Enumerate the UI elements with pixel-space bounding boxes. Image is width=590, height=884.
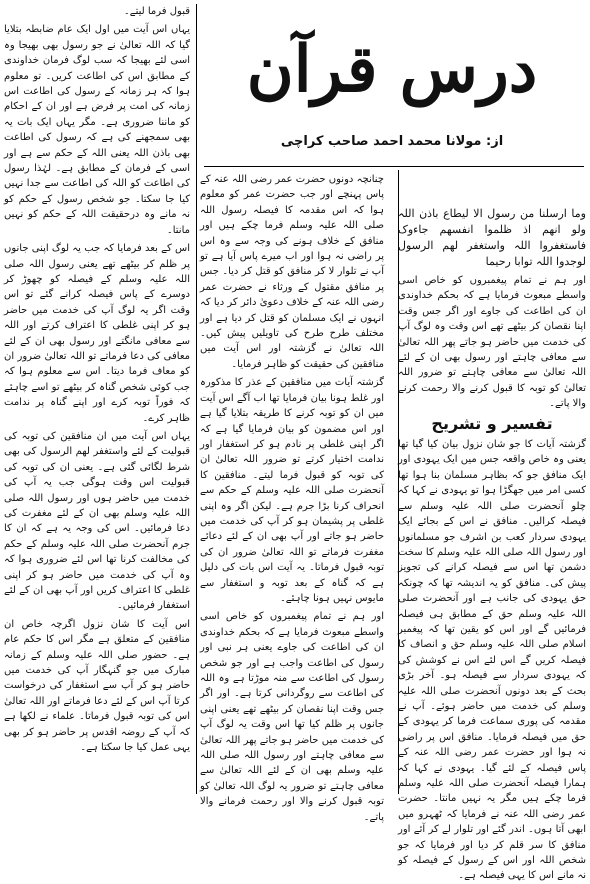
right-column bbox=[398, 206, 586, 882]
body-paragraph: یہاں اس آیت میں اول ایک عام ضابطہ بتلایا گیا کہ اللہ تعالیٰ نے جو رسول بھی بھیجا وہ اسی لئے بھیجا کہ سب لوگ فرمان خداوندی کے مطابق اس کی اطاعت کریں۔ تو معلوم ہوا کہ ہر زمانہ کے رسول کی اطاعت اس زمانہ کی امت پر فرض ہے اور ان کے احکام کو ماننا ضروری ہے۔ مگر یہاں ایک بات یہ بھی سمجھنے کی ہے کہ رسول کی اطاعت بھی باذن اللہ یعنی اللہ کے حکم سے ہے اور اسی کے فرمان کے مطابق ہے۔ لہٰذا رسول کی اطاعت کو اللہ کی اطاعت سے جدا نہیں کیا جا سکتا۔ جو شخص رسول کے حکم کو نہ مانے وہ درحقیقت اللہ کے حکم کو نہیں مانتا۔ bbox=[4, 24, 190, 236]
body-paragraph: اس آیت کا شان نزول اگرچہ خاص ان منافقین کے متعلق ہے مگر اس کا حکم عام ہے۔ حضور صلی اللہ علیہ وسلم کے زمانہ مبارک میں جو گنہگار آپ کی خدمت میں حاضر ہو کر آپ سے استغفار کی درخواست کرتا آپ اس کے لئے دعا فرماتے اور اللہ تعالیٰ اس کی توبہ قبول فرماتا۔ علماء نے لکھا ہے کہ آپ کے روضہ اقدس پر حاضر ہو کر بھی یہی عمل کیا جا سکتا ہے۔ bbox=[4, 618, 190, 754]
body-paragraph: قبول فرما لیتے۔ bbox=[123, 6, 190, 17]
body-paragraph: یہاں اس آیت میں ان منافقین کی توبہ کی قبولیت کے لئے واستغفر لھم الرسول کی بھی شرط لگائی گئی ہے۔ یعنی ان کی توبہ کی قبولیت اس وقت ہوگی جب یہ آپ کی خدمت میں حاضر ہوں اور رسول اللہ صلی اللہ علیہ وسلم بھی ان کے لئے مغفرت کی دعا فرمائیں۔ اس کی وجہ یہ ہے کہ ان کا جرم آنحضرت صلی اللہ علیہ وسلم کے حکم کی مخالفت کرنا تھا اس لئے ضروری ہوا کہ وہ آپ کی خدمت میں حاضر ہو کر اپنی غلطی کا اعتراف کریں اور آپ بھی ان کے لئے استغفار فرمائیں۔ bbox=[4, 430, 190, 612]
author-line: از: مولانا محمد احمد صاحب کراچی bbox=[280, 134, 504, 149]
quranic-verse: وما ارسلنا من رسول الا لیطاع باذن اللہ ولو انھم اذ ظلموا انفسھم جاءوک فاستغفروا اللہ واستغفر لھم الرسول لوجدوا اللہ توابا رحیما bbox=[398, 207, 586, 268]
section-heading: تفسیر و تشریح bbox=[431, 413, 553, 433]
page-title: درس قرآن bbox=[246, 32, 538, 107]
verse-translation: اور ہم نے تمام پیغمبروں کو خاص اسی واسطے مبعوث فرمایا ہے کہ بحکم خداوندی ان کی اطاعت کی جاوے اور اگر جس وقت اپنا نقصان کر بیٹھے تھے اس وقت وہ لوگ آپ کی خدمت میں حاضر ہو جاتے پھر اللہ تعالیٰ سے معافی چاہتے اور رسول بھی ان کے لئے اللہ تعالیٰ سے معافی چاہتے تو ضرور اللہ تعالیٰ کو توبہ کا قبول کرنے والا رحمت کرنے والا پاتے۔ bbox=[398, 275, 586, 410]
body-paragraph: اس کے بعد فرمایا کہ جب یہ لوگ اپنی جانوں پر ظلم کر بیٹھے تھے یعنی رسول اللہ صلی اللہ علیہ وسلم کے فیصلہ کو چھوڑ کر دوسرے کے پاس فیصلہ کرانے گئے تو اس وقت اگر یہ لوگ آپ کی خدمت میں حاضر ہو کر اپنی غلطی کا اعتراف کرتے اور اللہ سے معافی مانگتے اور رسول بھی ان کے لئے معافی کی دعا فرماتے تو اللہ تعالیٰ ضرور ان کو معاف فرما دیتا۔ اس سے معلوم ہوا کہ جب کوئی شخص گناہ کر بیٹھے تو اسے چاہئے کہ فوراً توبہ کرے اور اپنے گناہ پر ندامت ظاہر کرے۔ bbox=[4, 243, 190, 424]
body-paragraph: گزشتہ آیات میں منافقین کے عذر کا مذکورہ اور غلط ہونا بیان فرمایا تھا اب آگے اس آیت میں ان کو توبہ کرنے کا طریقہ بتلایا گیا ہے اور اس مضمون کو بیان فرمایا گیا ہے کہ اگر اپنی غلطی پر نادم ہو کر استغفار اور ندامت اختیار کرتے تو ضرور اللہ تعالیٰ ان کی توبہ کو قبول فرما لیتے۔ منافقین کا آنحضرت صلی اللہ علیہ وسلم کے حکم سے انحراف کرنا بڑا جرم ہے۔ لیکن اگر وہ اپنی غلطی پر پشیمان ہو کر آپ کی خدمت میں حاضر ہو جاتے اور آپ بھی ان کے لئے دعائے مغفرت فرماتے تو اللہ تعالیٰ ضرور ان کی توبہ قبول فرماتا۔ یہ آیت اس بات کی دلیل ہے کہ گناہ کے بعد توبہ و استغفار سے مایوس نہیں ہونا چاہئے۔ bbox=[200, 377, 384, 604]
body-paragraph: اور ہم نے تمام پیغمبروں کو خاص اسی واسطے مبعوث فرمایا ہے کہ بحکم خداوندی ان کی اطاعت کی جاوے یعنی ہر نبی اور رسول کی اطاعت واجب ہے اور جو شخص رسول کی اطاعت سے منہ موڑتا ہے وہ اللہ کی اطاعت سے روگردانی کرتا ہے۔ اور اگر جس وقت اپنا نقصان کر بیٹھے تھے یعنی اپنی جانوں پر ظلم کیا تھا اس وقت یہ لوگ آپ کی خدمت میں حاضر ہو جاتے پھر اللہ تعالیٰ سے معافی چاہتے اور رسول اللہ صلی اللہ علیہ وسلم بھی ان کے لئے اللہ تعالیٰ سے معافی چاہتے تو ضرور یہ لوگ اللہ تعالیٰ کو توبہ قبول کرنے والا اور رحمت فرمانے والا پاتے۔ bbox=[200, 611, 384, 823]
title-bottom-rule bbox=[204, 166, 584, 167]
title-block bbox=[200, 4, 584, 164]
middle-column bbox=[200, 172, 384, 823]
column-divider-left bbox=[196, 4, 197, 794]
commentary-paragraph: گزشتہ آیات کا جو شان نزول بیان کیا گیا تھا یعنی وہ خاص واقعہ جس میں ایک یہودی اور ایک منافق جو کہ بظاہر مسلمان بنا ہوا تھا کسی امر میں جھگڑا ہوا تو یہودی نے کہا کہ چلو آنحضرت صلی اللہ علیہ وسلم سے فیصلہ کرالیں۔ منافق نے اس کے بجائے ایک یہودی سردار کعب بن اشرف جو مسلمانوں اور رسول اللہ صلی اللہ علیہ وسلم کا سخت دشمن تھا اس سے فیصلہ کرانے کی تجویز پیش کی۔ منافق کو یہ اندیشہ تھا کہ چونکہ حق یہودی کی جانب ہے اور آنحضرت صلی اللہ علیہ وسلم حق کے مطابق ہی فیصلہ فرمائیں گے اور اس کو یقین تھا کہ پیغمبر اسلام صلی اللہ علیہ وسلم حق و انصاف کا فیصلہ کریں گے اس لئے اس نے کوشش کی کہ یہودی سردار سے فیصلہ ہو۔ آخر بڑی بحث کے بعد دونوں آنحضرت صلی اللہ علیہ وسلم کی خدمت میں حاضر ہوئے۔ آپ نے مقدمہ کی پوری سماعت فرما کر یہودی کے حق میں فیصلہ فرمایا۔ منافق اس پر راضی نہ ہوا اور حضرت عمر رضی اللہ عنہ کے پاس فیصلہ کے لئے گیا۔ یہودی نے کہا کہ ہمارا فیصلہ آنحضرت صلی اللہ علیہ وسلم فرما چکے ہیں مگر یہ نہیں مانتا۔ حضرت عمر رضی اللہ عنہ نے فرمایا کہ ٹھہرو میں ابھی آتا ہوں۔ اندر گئے اور تلوار لے کر آئے اور منافق کا سر قلم کر دیا اور فرمایا کہ جو شخص اللہ اور اس کے رسول کے فیصلہ کو نہ مانے اس کا یہی فیصلہ ہے۔ bbox=[398, 439, 586, 882]
body-paragraph: چنانچہ دونوں حضرت عمر رضی اللہ عنہ کے پاس پہنچے اور جب حضرت عمر کو معلوم ہوا کہ اس مقدمہ کا فیصلہ رسول اللہ صلی اللہ علیہ وسلم فرما چکے ہیں اور منافق کے خلاف ہونے کی وجہ سے وہ اس پر راضی نہ ہوا اور اب میرے پاس آیا ہے تو آپ نے تلوار لا کر منافق کو قتل کر دیا۔ جس پر منافق مقتول کے ورثاء نے حضرت عمر رضی اللہ عنہ کے خلاف دعویٰ دائر کر دیا کہ انہوں نے ایک مسلمان کو قتل کر دیا ہے اور مختلف طرح طرح کی تاویلیں پیش کیں۔ اللہ تعالیٰ نے گزشتہ اور اس آیت میں منافقین کی حقیقت کو ظاہر فرمایا۔ bbox=[200, 174, 384, 370]
left-column bbox=[4, 4, 190, 794]
